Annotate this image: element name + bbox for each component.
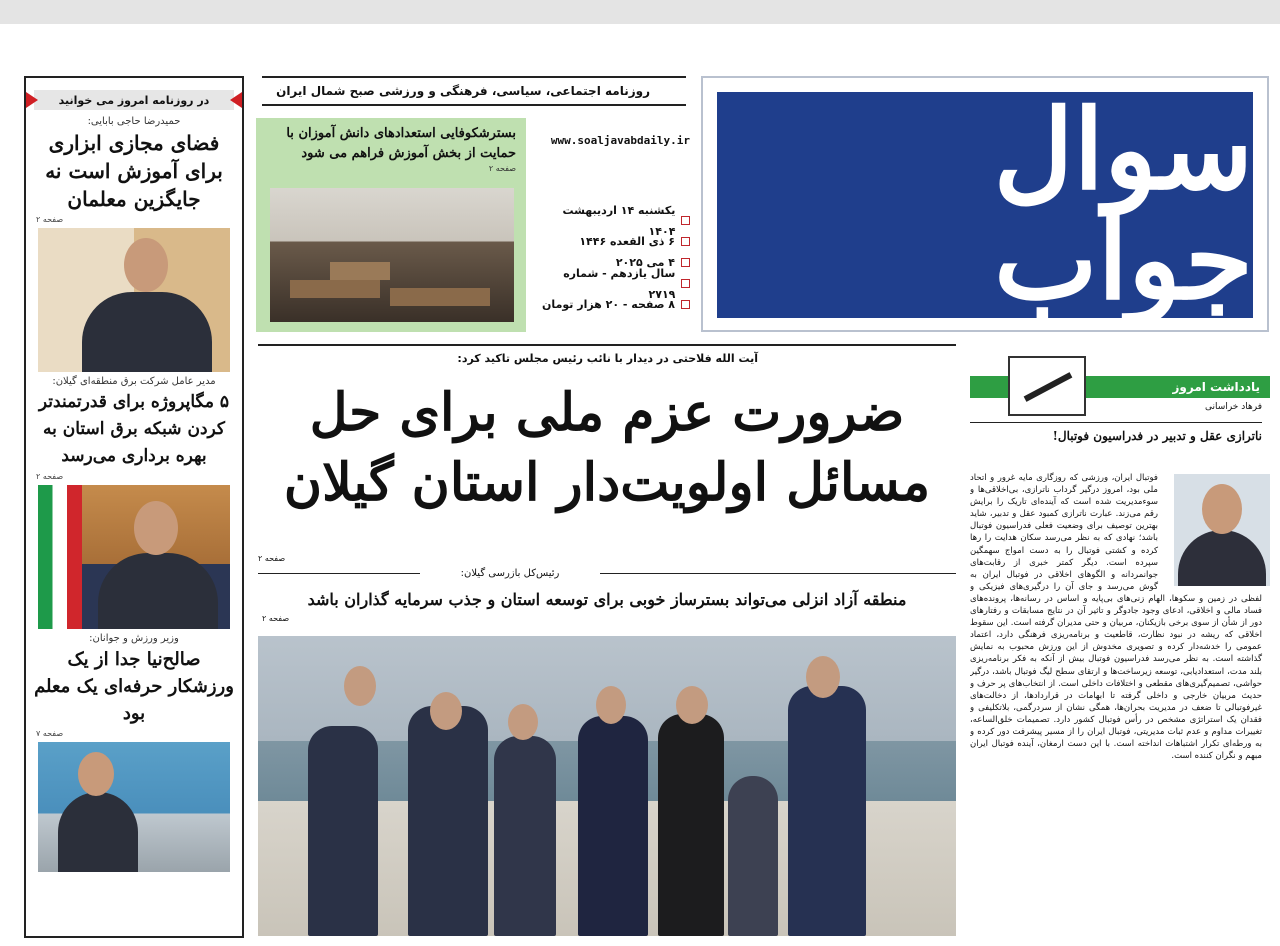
desk-shape: [290, 280, 380, 298]
teaser-3-photo: [38, 742, 230, 872]
subhead-page-ref: صفحه ۲: [262, 614, 290, 623]
person-head: [124, 238, 168, 292]
date-gregorian: ۴ می ۲۰۲۵: [540, 252, 690, 273]
person-figure: [658, 714, 724, 936]
in-this-issue-label: در روزنامه امروز می خوانید: [58, 93, 210, 107]
issue-number: سال یازدهم - شماره ۲۷۱۹: [540, 273, 690, 294]
date-hijri: ۶ ذی القعده ۱۴۴۶: [540, 231, 690, 252]
date-persian: یکشنبه ۱۴ اردیبهشت ۱۴۰۴: [540, 210, 690, 231]
teaser-1-kicker: حمیدرضا حاجی بابایی:: [87, 116, 181, 127]
person-figure: [98, 553, 218, 629]
main-headline-line2: مسائل اولویت‌دار استان گیلان: [283, 452, 931, 513]
masthead-logo: [717, 85, 1253, 324]
editorial-byline: فرهاد خراسانی: [1205, 402, 1262, 412]
person-head: [508, 704, 538, 740]
flag-image: [38, 485, 82, 629]
pages-price: ۸ صفحه - ۲۰ هزار تومان: [540, 294, 690, 315]
teaser-3-title[interactable]: صالح‌نیا جدا از یک ورزشکار حرفه‌ای یک معلم بود: [34, 649, 234, 724]
person-figure: [728, 776, 778, 936]
subhead-rule: [258, 573, 956, 574]
main-headline-line1: ضرورت عزم ملی برای حل: [309, 382, 905, 443]
main-headline[interactable]: [258, 378, 956, 518]
desk-shape: [330, 262, 390, 280]
teaser-1-page: صفحه ۲: [36, 215, 64, 224]
editorial-body: فوتبال ایران، ورزشی که روزگاری مایه غرور و اتحاد ملی بود، امروز درگیر گرداب ناترازی، بی‌اخلاقی‌ها و سوءمدیریت شده است که آینده‌ای تاریک را برایش رقم می‌زند. عبارت ناترازی کمبود عقل و تدبیر، شاید بهترین توصیف برای وضعیت فعلی فدراسیون فوتبال باشد؛ نهادی که به نظر می‌رسد سکان هدایت را رها کرده و کشتی فوتبال را به دست امواج سهمگین سپرده است. دیگر کمتر خبری از رقابت‌های جوانمردانه و الگوهای اخلاقی در فوتبال ایران به گوش می‌رسد و جای آن را درگیری‌های فیزیکی و لفظی در زمین و سکوها، الهام زنی‌های بی‌پایه و اساس در رسانه‌ها، پرونده‌های فساد مالی و اخلاقی، ادعای وجود جادوگر و تاثیر آن در نتایج مسابقات و رفتارهای دور از شأن از سوی برخی بازیکنان، مربیان و حتی مدیران گرفته است. این سقوط اخلاقی که ریشه در نبود نظارت، قاطعیت و برنامه‌ریزی فرهنگی دارد، اعتماد عمومی را خدشه‌دار کرده و تصویری مخدوش از این ورزش محبوب به نمایش گذاشته است. به نظر می‌رسد فدراسیون فوتبال بیش از آنکه به فکر برنامه‌ریزی بلند مدت، استعدادیابی، توسعه زیرساخت‌ها و ارتقای سطح لیگ فوتبال باشد، درگیر حواشی، تصمیم‌گیری‌های مقطعی و اختلافات داخلی است. از انتخاب‌های پر حرف و حدیث مربیان خارجی و داخلی گرفته تا ابهامات در قراردادها، از دخالت‌های غیرفوتبالی تا ضعف در مدیریت بحران‌ها، همگی نشان از سردرگمی، بلاتکلیفی و فقدان یک استراتژی مشخص در رأس فوتبال کشور دارد. تصمیمات خلق‌الساعه، تغییرات مداوم و عدم ثبات مدیریتی، فوتبال ایران را از مسیر پیشرفت دور کرده و به ورطه‌ای تکرار اشتباهات انداخته است. با این دست ارمغان، آینده فوتبال ایران مبهم و نگران کننده است.: [970, 473, 1262, 762]
person-head: [78, 752, 114, 796]
teaser-1-photo: [38, 228, 230, 372]
teaser-3[interactable]: [26, 633, 242, 738]
browser-top-strip: [0, 0, 1280, 24]
education-story-box[interactable]: [256, 118, 526, 332]
teaser-2-title[interactable]: ۵ مگاپروژه برای قدرتمندتر کردن شبکه برق استان به بهره برداری می‌رسد: [38, 392, 230, 466]
teaser-3-kicker: وزیر ورزش و جوانان:: [89, 633, 179, 644]
date-info-list: [540, 203, 690, 315]
person-head: [430, 692, 462, 730]
person-figure: [788, 686, 866, 936]
editorial-title[interactable]: ناترازی عقل و تدبیر در فدراسیون فوتبال!: [1052, 429, 1262, 443]
classroom-photo: [270, 188, 514, 322]
desk-shape: [390, 288, 490, 306]
subhead-kicker: رئیس‌کل بازرسی گیلان:: [420, 568, 600, 579]
person-figure: [578, 716, 648, 936]
editorial-rule: [970, 422, 1262, 423]
person-figure: [494, 736, 556, 936]
person-head: [596, 686, 626, 724]
teaser-1[interactable]: [26, 116, 242, 224]
author-photo: [1174, 474, 1270, 586]
teaser-2-photo: [38, 485, 230, 629]
in-this-issue-header: [34, 90, 234, 110]
teaser-3-page: صفحه ۷: [36, 729, 64, 738]
masthead-title: سوال جواب: [993, 85, 1253, 324]
red-triangle-left-icon: [26, 92, 38, 108]
person-head: [676, 686, 708, 724]
person-figure: [82, 292, 212, 372]
education-story-page: صفحه ۲: [488, 164, 516, 173]
headline-page-ref: صفحه ۲: [258, 554, 286, 563]
teaser-2[interactable]: [26, 376, 242, 481]
person-figure: [308, 726, 378, 936]
teaser-2-kicker: مدیر عامل شرکت برق منطقه‌ای گیلان:: [52, 376, 216, 387]
main-news-photo: [258, 636, 956, 936]
person-head: [344, 666, 376, 706]
red-triangle-right-icon: [230, 92, 242, 108]
person-figure: [1178, 530, 1266, 586]
editorial-label: یادداشت امروز: [1172, 380, 1260, 394]
masthead-frame: [701, 76, 1269, 332]
headline-kicker: آیت الله فلاحتی در دیدار با نائب رئیس مجلس تاکید کرد:: [457, 352, 758, 365]
person-head: [134, 501, 178, 555]
editorial-column: [970, 356, 1270, 946]
pen-writing-icon: [1008, 356, 1086, 416]
teaser-1-title[interactable]: فضای مجازی ابزاری برای آموزش است نه جایگزین معلمان: [45, 131, 223, 211]
tagline: روزنامه اجتماعی، سیاسی، فرهنگی و ورزشی صبح شمال ایران: [262, 76, 686, 106]
person-head: [1202, 484, 1242, 534]
person-head: [806, 656, 840, 698]
education-story-title[interactable]: بسترشکوفایی استعدادهای دانش آموزان با حمایت از بخش آموزش فراهم می شود: [286, 126, 516, 161]
website-link[interactable]: www.soaljavabdaily.ir: [550, 134, 690, 147]
person-figure: [408, 706, 488, 936]
subhead[interactable]: منطقه آزاد انزلی می‌تواند بسترساز خوبی برای توسعه استان و جذب سرمایه گذاران باشد: [307, 590, 907, 609]
person-figure: [58, 792, 138, 872]
in-this-issue-column: [24, 76, 244, 938]
headline-top-rule: [258, 344, 956, 346]
teaser-2-page: صفحه ۲: [36, 472, 64, 481]
